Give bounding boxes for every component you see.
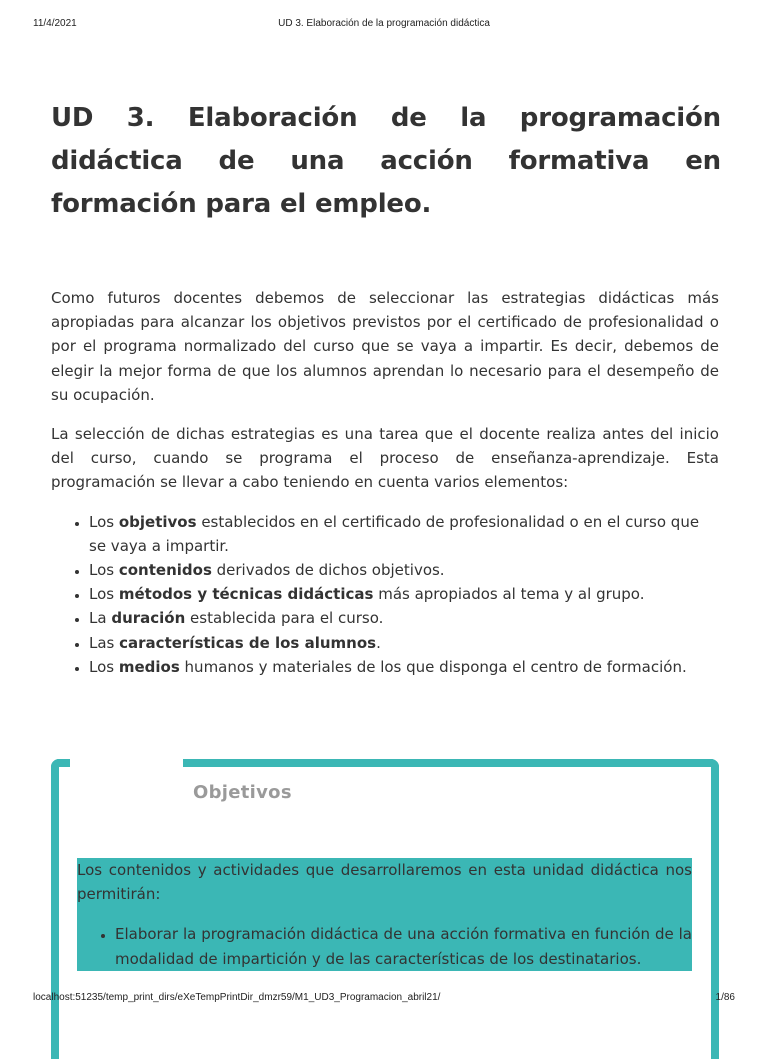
objectives-body <box>77 858 692 971</box>
intro-paragraph-1: Como futuros docentes debemos de seleccionar las estrategias didácticas más apropiadas para alcanzar los objetivos previstos por el certificado de profesionalidad o por el programa normalizado del curso que se vaya a impartir. Es decir, debemos de elegir la mejor forma de que los alumnos aprendan lo necesario para el desempeño de su ocupación. <box>51 289 719 404</box>
box-border-top-right <box>183 759 719 767</box>
print-header <box>0 18 768 32</box>
intro-paragraph-2: La selección de dichas estrategias es una tarea que el docente realiza antes del inicio del curso, cuando se programa el proceso de enseñanza-aprendizaje. Esta programación se llevar a cabo teniendo en cuenta varios elementos: <box>51 425 719 492</box>
print-url: localhost:51235/temp_print_dirs/eXeTempPrintDir_dmzr59/M1_UD3_Programacion_abril21/ <box>33 992 441 1003</box>
list-item: • Las características de los alumnos. <box>89 631 719 655</box>
list-item: • Los contenidos derivados de dichos objetivos. <box>89 558 719 582</box>
objectives-list <box>77 922 692 970</box>
print-footer <box>0 992 768 1006</box>
objectives-heading: Objetivos <box>193 782 292 803</box>
list-item: • La duración establecida para el curso. <box>89 606 719 630</box>
objectives-box <box>51 759 719 1059</box>
list-item: • Los objetivos establecidos en el certificado de profesionalidad o en el curso que se vaya a impartir. <box>89 510 719 558</box>
print-date: 11/4/2021 <box>33 18 77 29</box>
list-item: • Los métodos y técnicas didácticas más apropiados al tema y al grupo. <box>89 582 719 606</box>
list-item: • Elaborar la programación didáctica de una acción formativa en función de la modalidad de impartición y de las características de los destinatarios. <box>115 922 692 970</box>
page-title: UD 3. Elaboración de la programación didáctica de una acción formativa en formación para el empleo. <box>51 103 721 219</box>
box-border-left <box>51 759 59 1059</box>
list-item: • Los medios humanos y materiales de los que disponga el centro de formación. <box>89 655 719 679</box>
objectives-intro: Los contenidos y actividades que desarrollaremos en esta unidad didáctica nos permitirán: <box>77 861 692 904</box>
box-border-right <box>711 759 719 1059</box>
elements-list <box>51 510 719 679</box>
main-content <box>51 286 719 679</box>
print-header-title: UD 3. Elaboración de la programación didáctica <box>278 18 490 29</box>
page-counter: 1/86 <box>715 992 735 1003</box>
